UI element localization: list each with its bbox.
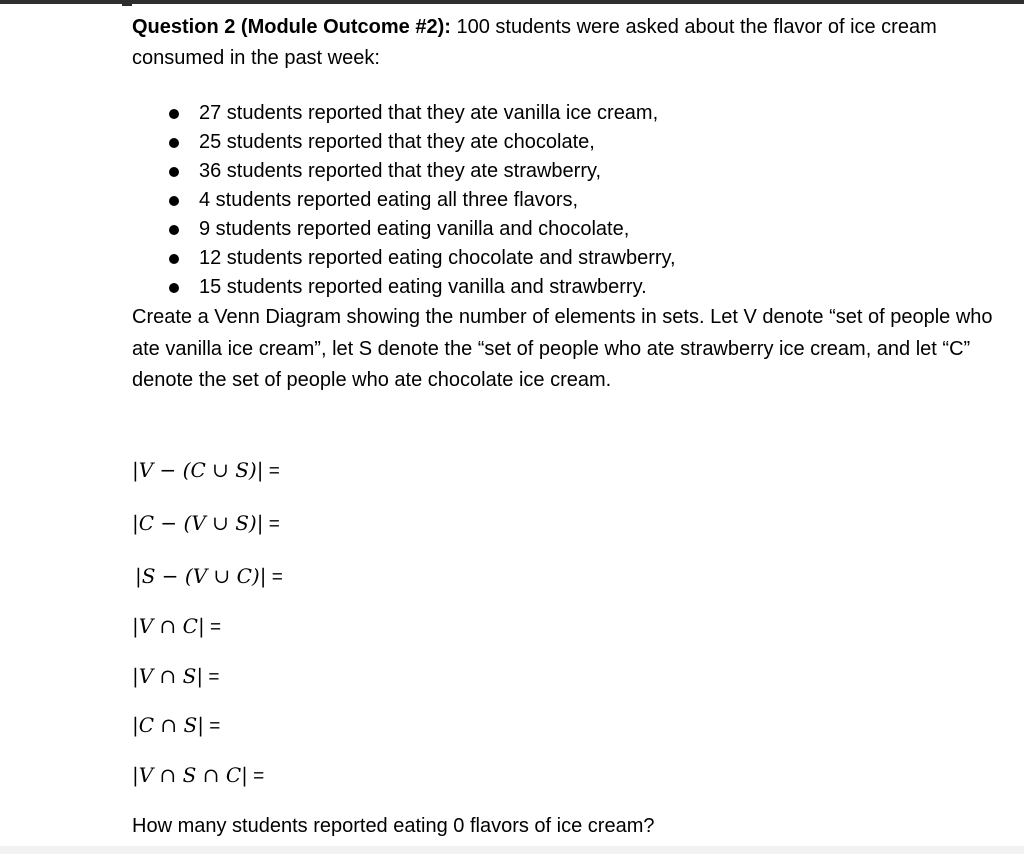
bullet-icon — [169, 254, 179, 264]
bullet-icon — [169, 167, 179, 177]
equals-sign: = — [263, 461, 280, 482]
equals-sign: = — [263, 514, 280, 535]
equation-expression: |V ∩ C| — [132, 614, 205, 638]
list-item: 9 students reported eating vanilla and chocolate, — [132, 215, 1002, 244]
equation-c-minus-v-union-s — [132, 508, 280, 538]
top-border-tick — [122, 0, 132, 6]
equals-sign: = — [203, 667, 220, 688]
list-item: 27 students reported that they ate vanilla ice cream, — [132, 99, 1002, 128]
list-item: 4 students reported eating all three flavors, — [132, 186, 1002, 215]
list-item: 12 students reported eating chocolate and strawberry, — [132, 244, 1002, 273]
bullet-icon — [169, 196, 179, 206]
list-item: 36 students reported that they ate strawberry, — [132, 157, 1002, 186]
equation-v-minus-c-union-s — [132, 455, 280, 485]
question-heading — [132, 12, 1002, 74]
equals-sign: = — [204, 617, 222, 638]
equals-sign: = — [247, 766, 265, 787]
top-border — [0, 0, 1024, 4]
list-item: 15 students reported eating vanilla and strawberry. — [132, 273, 1002, 302]
equals-sign: = — [266, 567, 283, 588]
question-text: 100 students were asked about the flavor of ice cream consumed in the past week: — [132, 16, 937, 69]
equation-s-minus-v-union-c — [135, 561, 283, 591]
bullet-icon — [169, 109, 179, 119]
final-question: How many students reported eating 0 flavors of ice cream? — [132, 815, 655, 837]
document-body — [132, 12, 1002, 397]
survey-results-list — [132, 99, 1002, 302]
equation-expression: |V − (C ∪ S)| — [132, 458, 264, 482]
bullet-icon — [169, 138, 179, 148]
list-item: 25 students reported that they ate chocolate, — [132, 128, 1002, 157]
equation-expression: |C − (V ∪ S)| — [132, 511, 264, 535]
equation-v-intersect-c — [132, 611, 221, 641]
question-label: Question 2 (Module Outcome #2): — [132, 16, 451, 38]
bottom-edge — [0, 846, 1024, 854]
bullet-icon — [169, 225, 179, 235]
bullet-icon — [169, 283, 179, 293]
equation-expression: |V ∩ S ∩ C| — [132, 763, 248, 787]
equation-expression: |V ∩ S| — [132, 664, 204, 688]
equation-expression: |S − (V ∪ C)| — [135, 564, 267, 588]
equals-sign: = — [203, 716, 221, 737]
equation-expression: |C ∩ S| — [132, 713, 204, 737]
equation-v-intersect-s — [132, 661, 219, 691]
equation-c-intersect-s — [132, 710, 220, 740]
equation-v-intersect-s-intersect-c — [132, 760, 264, 790]
instructions-paragraph: Create a Venn Diagram showing the number of elements in sets. Let V denote “set of people who ate vanilla ice cream”, let S denote the “set of people who ate strawberry ice cream, and let “C” denote the set of people who ate chocolate ice cream. — [132, 306, 993, 391]
